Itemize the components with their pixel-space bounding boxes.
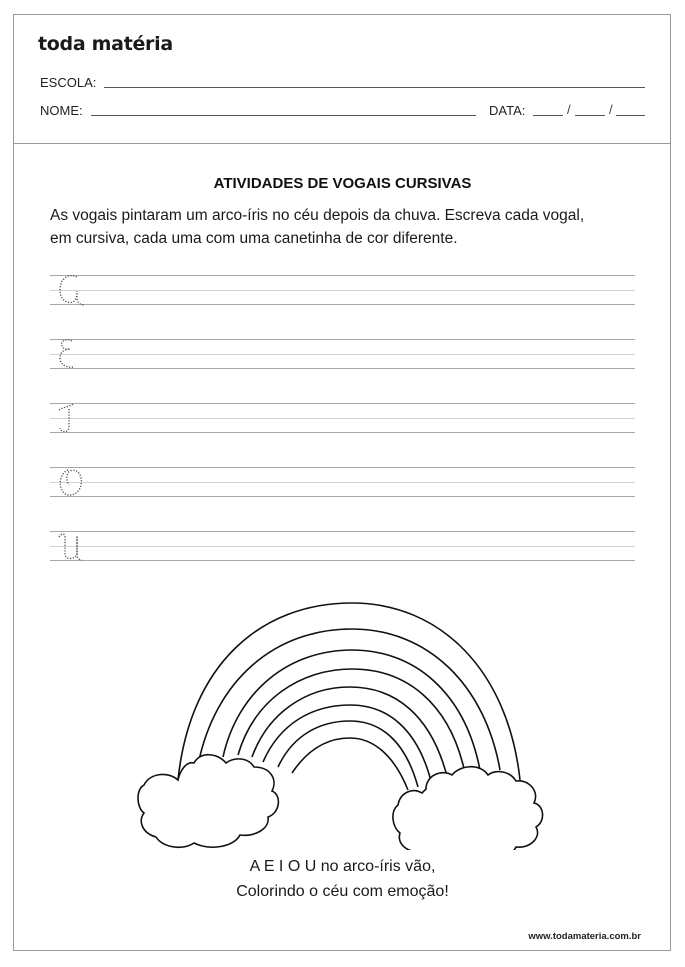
escola-field[interactable] <box>104 87 645 88</box>
nome-label: NOME: <box>40 103 83 118</box>
dotted-cursive-a-icon <box>55 272 89 308</box>
data-label: DATA: <box>489 103 526 118</box>
instructions-line: As vogais pintaram um arco-íris no céu depois da chuva. Escreva cada vogal, <box>50 207 585 224</box>
guide-base-line <box>50 304 635 305</box>
website-link[interactable]: www.todamateria.com.br <box>528 931 641 942</box>
guide-base-line <box>50 496 635 497</box>
guide-top-line <box>50 467 635 468</box>
guide-top-line <box>50 275 635 276</box>
dotted-cursive-i-icon <box>55 399 89 435</box>
activity-title: ATIVIDADES DE VOGAIS CURSIVAS <box>213 175 472 192</box>
poem-line: Colorindo o céu com emoção! <box>236 883 449 900</box>
date-month-field[interactable] <box>575 115 605 116</box>
activity-instructions <box>50 204 650 250</box>
guide-base-line <box>50 368 635 369</box>
nome-field[interactable] <box>91 115 476 116</box>
guide-mid-line <box>50 546 635 547</box>
date-separator: / <box>609 102 613 117</box>
guide-mid-line <box>50 418 635 419</box>
dotted-cursive-e-icon <box>55 335 89 371</box>
logo: toda matéria <box>38 33 173 55</box>
guide-top-line <box>50 403 635 404</box>
rainbow-with-clouds-icon <box>130 575 570 850</box>
guide-mid-line <box>50 482 635 483</box>
date-separator: / <box>567 102 571 117</box>
poem-line: A E I O U no arco-íris vão, <box>249 858 436 875</box>
header-divider <box>13 143 671 144</box>
dotted-cursive-o-icon <box>55 463 89 499</box>
escola-label: ESCOLA: <box>40 75 97 90</box>
guide-base-line <box>50 432 635 433</box>
guide-top-line <box>50 531 635 532</box>
rainbow-illustration <box>130 575 570 850</box>
dotted-cursive-u-icon <box>55 527 89 563</box>
instructions-line: em cursiva, cada uma com uma canetinha de cor diferente. <box>50 230 458 247</box>
guide-top-line <box>50 339 635 340</box>
guide-base-line <box>50 560 635 561</box>
date-year-field[interactable] <box>616 115 645 116</box>
guide-mid-line <box>50 354 635 355</box>
guide-mid-line <box>50 290 635 291</box>
date-day-field[interactable] <box>533 115 563 116</box>
